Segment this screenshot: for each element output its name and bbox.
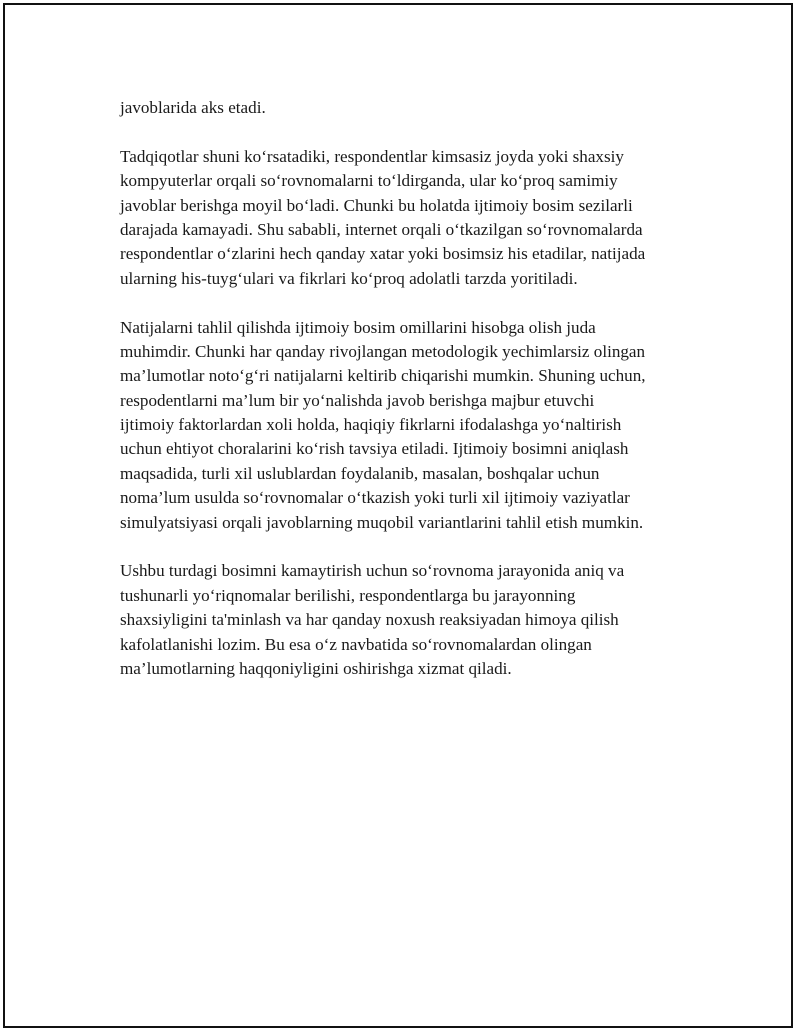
text-line: muhimdir. Chunki har qanday rivojlangan metodologik yechimlarsiz olingan: [120, 341, 646, 361]
text-line: Tadqiqotlar shuni ko‘rsatadiki, respondentlar kimsasiz joyda yoki shaxsiy: [120, 146, 624, 166]
text-line: simulyatsiyasi orqali javoblarning muqobil variantlarini tahlil etish mumkin.: [120, 512, 644, 532]
document-body: [120, 96, 690, 681]
text-line: respondentlar o‘zlarini hech qanday xatar yoki bosimsiz his etadilar, natijada: [120, 244, 646, 264]
text-line: javoblarida aks etadi.: [120, 98, 266, 117]
paragraph-gap: [120, 535, 690, 559]
text-line: Ushbu turdagi bosimni kamaytirish uchun so‘rovnoma jarayonida aniq va: [120, 561, 625, 581]
text-line: uchun ehtiyot choralarini ko‘rish tavsiya etiladi. Ijtimoiy bosimni aniqlash: [120, 439, 629, 459]
text-line: ma’lumotlar noto‘g‘ri natijalarni keltirib chiqarishi mumkin. Shuning uchun,: [120, 366, 646, 386]
text-line: javoblar berishga moyil bo‘ladi. Chunki bu holatda ijtimoiy bosim sezilarli: [120, 195, 633, 215]
text-line: noma’lum usulda so‘rovnomalar o‘tkazish yoki turli xil ijtimoiy vaziyatlar: [120, 488, 630, 508]
paragraph-gap: [120, 120, 690, 144]
text-line: kompyuterlar orqali so‘rovnomalarni to‘ldirganda, ular ko‘proq samimiy: [120, 171, 618, 191]
text-line: darajada kamayadi. Shu sababli, internet orqali o‘tkazilgan so‘rovnomalarda: [120, 219, 643, 239]
text-line: kafolatlanishi lozim. Bu esa o‘z navbatida so‘rovnomalardan olingan: [120, 634, 592, 654]
text-line: tushunarli yo‘riqnomalar berilishi, respondentlarga bu jarayonning: [120, 585, 576, 605]
paragraph-2: [120, 145, 690, 291]
paragraph-1: [120, 96, 690, 120]
text-line: shaxsiyligini ta'minlash va har qanday noxush reaksiyadan himoya qilish: [120, 610, 619, 630]
text-line: ma’lumotlarning haqqoniyligini oshirishga xizmat qiladi.: [120, 658, 512, 678]
text-line: ularning his-tuyg‘ulari va fikrlari ko‘proq adolatli tarzda yoritiladi.: [120, 268, 578, 288]
document-page: [3, 3, 793, 1028]
text-line: respodentlarni ma’lum bir yo‘nalishda javob berishga majbur etuvchi: [120, 390, 595, 410]
paragraph-4: [120, 559, 690, 681]
text-line: Natijalarni tahlil qilishda ijtimoiy bosim omillarini hisobga olish juda: [120, 317, 596, 337]
paragraph-gap: [120, 291, 690, 315]
text-line: maqsadida, turli xil uslublardan foydalanib, masalan, boshqalar uchun: [120, 463, 600, 483]
paragraph-3: [120, 316, 690, 536]
text-line: ijtimoiy faktorlardan xoli holda, haqiqiy fikrlarni ifodalashga yo‘naltirish: [120, 415, 622, 435]
